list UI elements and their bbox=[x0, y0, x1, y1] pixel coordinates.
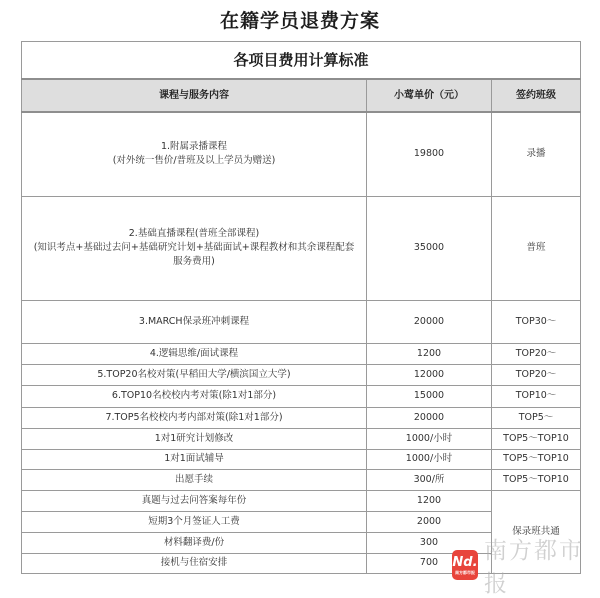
table-row bbox=[22, 490, 581, 511]
level-cell: 普班 bbox=[492, 196, 581, 300]
logo-text: Nd. bbox=[452, 555, 478, 570]
item-cell: 真题与过去问答案每年份 bbox=[22, 490, 367, 511]
price-cell: 15000 bbox=[367, 385, 492, 407]
table-row bbox=[22, 364, 581, 385]
table-row bbox=[22, 343, 581, 364]
watermark-text: 南方都市报 bbox=[483, 538, 584, 597]
column-header-item: 课程与服务内容 bbox=[22, 79, 367, 112]
price-cell: 2000 bbox=[367, 511, 492, 532]
table-row bbox=[22, 385, 581, 407]
price-cell: 1200 bbox=[367, 490, 492, 511]
price-cell: 1000/小时 bbox=[367, 449, 492, 469]
level-cell: TOP5～TOP10 bbox=[492, 469, 581, 490]
item-cell: 7.TOP5名校校内考内部对策(除1对1部分) bbox=[22, 407, 367, 428]
item-cell: 短期3个月签证人工费 bbox=[22, 511, 367, 532]
item-cell: 3.MARCH保录班冲刺课程 bbox=[22, 300, 367, 343]
item-cell: 4.逻辑思维/面试课程 bbox=[22, 343, 367, 364]
price-cell: 700 bbox=[367, 553, 492, 573]
item-cell bbox=[22, 196, 367, 300]
level-cell: TOP20～ bbox=[492, 364, 581, 385]
price-cell: 1200 bbox=[367, 343, 492, 364]
item-cell: 1对1面试辅导 bbox=[22, 449, 367, 469]
item-note: (对外统一售价/普班及以上学员为赠送) bbox=[112, 155, 276, 167]
item-name: 1.附属录播课程 bbox=[160, 141, 228, 153]
table-row bbox=[22, 196, 581, 300]
item-name: 2.基础直播课程(普班全部课程) bbox=[128, 228, 260, 239]
header-row bbox=[22, 79, 581, 112]
price-cell: 300 bbox=[367, 532, 492, 553]
price-cell: 300/所 bbox=[367, 469, 492, 490]
level-cell: TOP5～TOP10 bbox=[492, 428, 581, 449]
item-cell bbox=[22, 112, 367, 196]
level-cell: 录播 bbox=[492, 112, 581, 196]
price-cell: 35000 bbox=[367, 196, 492, 300]
level-cell: TOP20～ bbox=[492, 343, 581, 364]
table-row bbox=[22, 428, 581, 449]
fee-table bbox=[21, 41, 581, 574]
level-cell: TOP5～TOP10 bbox=[492, 449, 581, 469]
price-cell: 1000/小时 bbox=[367, 428, 492, 449]
price-cell: 20000 bbox=[367, 300, 492, 343]
table-row bbox=[22, 469, 581, 490]
column-header-level: 签约班级 bbox=[492, 79, 581, 112]
item-cell: 出愿手续 bbox=[22, 469, 367, 490]
level-cell: TOP10～ bbox=[492, 385, 581, 407]
column-header-price: 小莺单价（元） bbox=[367, 79, 492, 112]
price-cell: 12000 bbox=[367, 364, 492, 385]
table-row bbox=[22, 112, 581, 196]
item-note: (知识考点+基础过去问+基础研究计划+基础面试+课程教材和其余课程配套服务费用) bbox=[33, 242, 355, 267]
price-cell: 19800 bbox=[367, 112, 492, 196]
item-cell: 5.TOP20名校对策(早稻田大学/横滨国立大学) bbox=[22, 364, 367, 385]
table-row bbox=[22, 449, 581, 469]
table-row bbox=[22, 300, 581, 343]
item-cell: 接机与住宿安排 bbox=[22, 553, 367, 573]
item-cell: 1对1研究计划修改 bbox=[22, 428, 367, 449]
level-cell: TOP5～ bbox=[492, 407, 581, 428]
price-cell: 20000 bbox=[367, 407, 492, 428]
table-row bbox=[22, 407, 581, 428]
table-subtitle: 各项目费用计算标准 bbox=[22, 42, 581, 80]
subtitle-row bbox=[22, 42, 581, 80]
logo-subtext: 南方都市报 bbox=[454, 570, 475, 575]
merged-level-cell: 保录班共通 bbox=[492, 490, 581, 573]
item-cell: 材料翻译费/份 bbox=[22, 532, 367, 553]
document-title: 在籍学员退费方案 bbox=[219, 10, 380, 32]
item-cell: 6.TOP10名校校内考对策(除1对1部分) bbox=[22, 385, 367, 407]
level-cell: TOP30～ bbox=[492, 300, 581, 343]
